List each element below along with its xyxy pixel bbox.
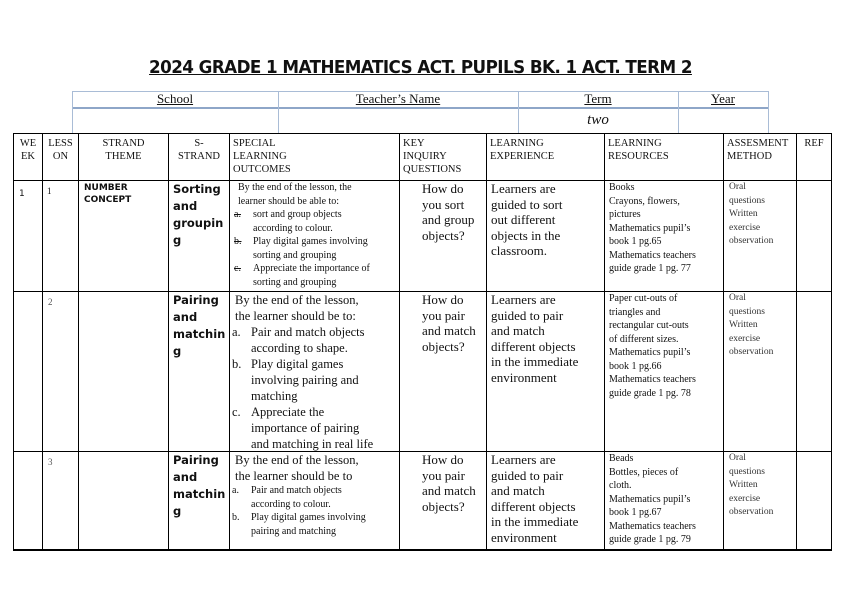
header-sub-strand: S- STRAND <box>177 138 220 162</box>
table-row-3-key-question: How do you pair and match objects? <box>422 452 476 514</box>
table-row-3-experience: Learners are guided to pair and match different objects in the immediate environment <box>491 452 579 545</box>
table-row-2-resources: Paper cut-outs of triangles and rectangular cut-outs of different sizes. Mathematics pupil’s book 1 pg.66 Mathematics teachers guide grade 1 pg. 78 <box>609 293 696 399</box>
table-row-2-sub-strand: Pairing and matchin g <box>173 293 226 358</box>
outcome-item: c. Appreciate the importance of sorting and grouping <box>234 263 370 288</box>
header-ref: REF <box>804 138 824 149</box>
table-row-2-strand <box>79 292 168 451</box>
term-value[interactable]: two <box>587 112 609 128</box>
outcome-item: a. sort and group objects according to colour. <box>234 209 342 234</box>
table-row-3-sub-strand: Pairing and matchin g <box>173 453 226 518</box>
table-row-1-experience: Learners are guided to sort out different objects in the classroom. <box>491 181 563 258</box>
header-strand-theme: STRAND THEME <box>102 138 145 162</box>
table-row-3-outcomes: By the end of the lesson, the learner should be to a. Pair and match objects according to colour. b. Play digital games involving pairing and matching <box>230 452 399 549</box>
table-row-2-ref[interactable] <box>797 292 831 451</box>
table-row-1-outcomes: By the end of the lesson, the learner should be able to: a. sort and group objects according to colour. b. Play digital games involving sorting and grouping c. Appreciate the importance of sorting and grouping <box>230 181 399 291</box>
outcome-item: a. Pair and match objects according to colour. <box>232 485 342 510</box>
table-row-3-strand <box>79 452 168 549</box>
table-row-3-ref[interactable] <box>797 452 831 549</box>
table-row-1-resources: Books Crayons, flowers, pictures Mathematics pupil’s book 1 pg.65 Mathematics teachers guide grade 1 pg. 77 <box>609 182 696 274</box>
table-row-2-week <box>14 292 42 451</box>
school-label: School <box>156 91 194 106</box>
table-row-1-strand: NUMBER CONCEPT <box>84 183 132 205</box>
table-row-2-assessment: Oral questions Written exercise observation <box>729 293 774 357</box>
teacher-name-value[interactable] <box>278 108 518 133</box>
table-row-2-key-question: How do you pair and match objects? <box>422 292 476 354</box>
header-week: WE EK <box>19 138 37 162</box>
header-lesson: LESS ON <box>48 138 73 162</box>
header-key-inquiry-questions: KEY INQUIRY QUESTIONS <box>403 138 462 175</box>
year-value[interactable] <box>678 108 768 133</box>
table-row-1-sub-strand: Sorting and groupin g <box>173 182 224 247</box>
teacher-name-label: Teacher’s Name <box>355 91 441 106</box>
header-learning-resources: LEARNING RESOURCES <box>608 138 669 162</box>
school-value[interactable] <box>72 108 278 133</box>
table-row-2-lesson: 2 <box>48 297 53 307</box>
table-row-1-ref[interactable] <box>797 181 831 291</box>
outcome-item: c. Appreciate the importance of pairing and matching in real life <box>232 405 374 451</box>
table-row-1-week: 1 <box>19 189 25 199</box>
outcome-item: b. Play digital games involving pairing and matching <box>232 512 366 537</box>
header-learning-experience: LEARNING EXPERIENCE <box>490 138 555 162</box>
table-row-1-lesson: 1 <box>47 186 52 196</box>
year-label: Year <box>711 91 735 106</box>
table-row-2-experience: Learners are guided to pair and match different objects in the immediate environment <box>491 292 579 385</box>
term-label: Term <box>584 91 612 106</box>
document-title: 2024 GRADE 1 MATHEMATICS ACT. PUPILS BK. 1 ACT. TERM 2 <box>149 57 692 78</box>
header-learning-outcomes: SPECIAL LEARNING OUTCOMES <box>233 138 291 175</box>
outcome-item: b. Play digital games involving pairing and matching <box>232 357 359 403</box>
outcome-item: a. Pair and match objects according to shape. <box>232 325 365 355</box>
table-row-2-outcomes: By the end of the lesson, the learner should be to: a. Pair and match objects according to shape. b. Play digital games involving pairing and matching c. Appreciate the importance of pairing and matching in real life <box>230 292 399 451</box>
outcome-item: b. Play digital games involving sorting and grouping <box>234 236 368 261</box>
header-assessment-method: ASSESMENT METHOD <box>727 138 789 162</box>
table-row-1-key-question: How do you sort and group objects? <box>422 181 475 243</box>
table-row-3-lesson: 3 <box>48 457 53 467</box>
table-row-3-resources: Beads Bottles, pieces of cloth. Mathematics pupil’s book 1 pg.67 Mathematics teachers guide grade 1 pg. 79 <box>609 453 696 545</box>
table-row-1-assessment: Oral questions Written exercise observation <box>729 182 774 246</box>
table-row-3-week <box>14 452 42 549</box>
table-row-3-assessment: Oral questions Written exercise observation <box>729 453 774 517</box>
